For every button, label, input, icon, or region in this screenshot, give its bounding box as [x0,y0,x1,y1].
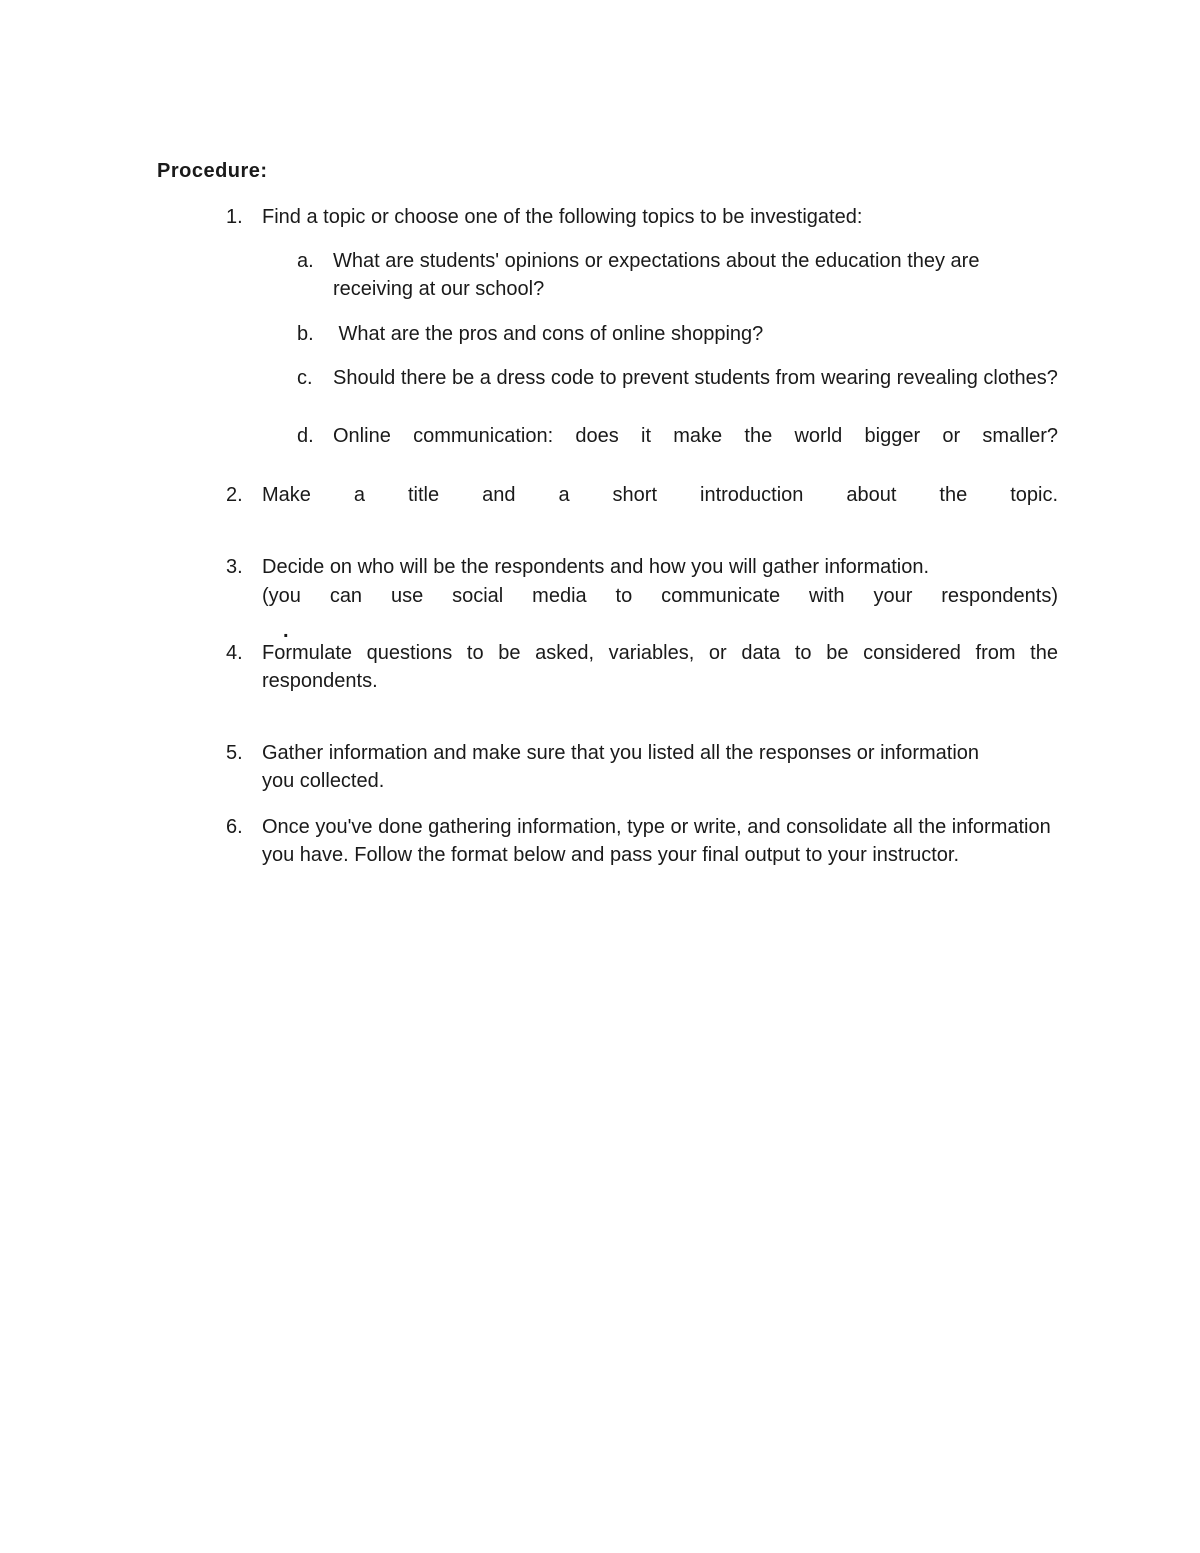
topic-text: Should there be a dress code to prevent students from wearing revealing clothes? [333,367,1058,389]
topic-letter: c. [297,367,313,389]
step-text: Decide on who will be the respondents and how you will gather information. [262,556,930,578]
step-number: 1. [226,206,243,228]
step-text-line2: (you can use social media to communicate with your respondents) [262,585,1058,607]
topic-letter: a. [297,250,314,272]
step-text: Once you've done gathering information, type or write, and consolidate all the information you have. Follow the format below and pass your final output to your instructor. [262,816,1051,866]
topic-letter: d. [297,425,314,447]
step-text: Make a title and a short introduction about the topic. [262,484,1058,506]
step-number: 2. [226,484,243,506]
step-number: 4. [226,642,243,664]
step-number: 5. [226,742,243,764]
topic-text: What are students' opinions or expectations about the education they are receiving at our school? [333,250,980,300]
procedure-heading: Procedure: [157,160,268,182]
step-text: Find a topic or choose one of the following topics to be investigated: [262,206,863,228]
step-number: 3. [226,556,243,578]
topic-text: What are the pros and cons of online shopping? [333,323,764,345]
stray-mark: . [283,620,289,642]
step-text: Formulate questions to be asked, variables, or data to be considered from the respondents. [262,642,1058,692]
step-text: Gather information and make sure that you listed all the responses or information you collected. [262,742,980,792]
topic-text: Online communication: does it make the world bigger or smaller? [333,425,1058,447]
topic-letter: b. [297,323,314,345]
step-number: 6. [226,816,243,838]
